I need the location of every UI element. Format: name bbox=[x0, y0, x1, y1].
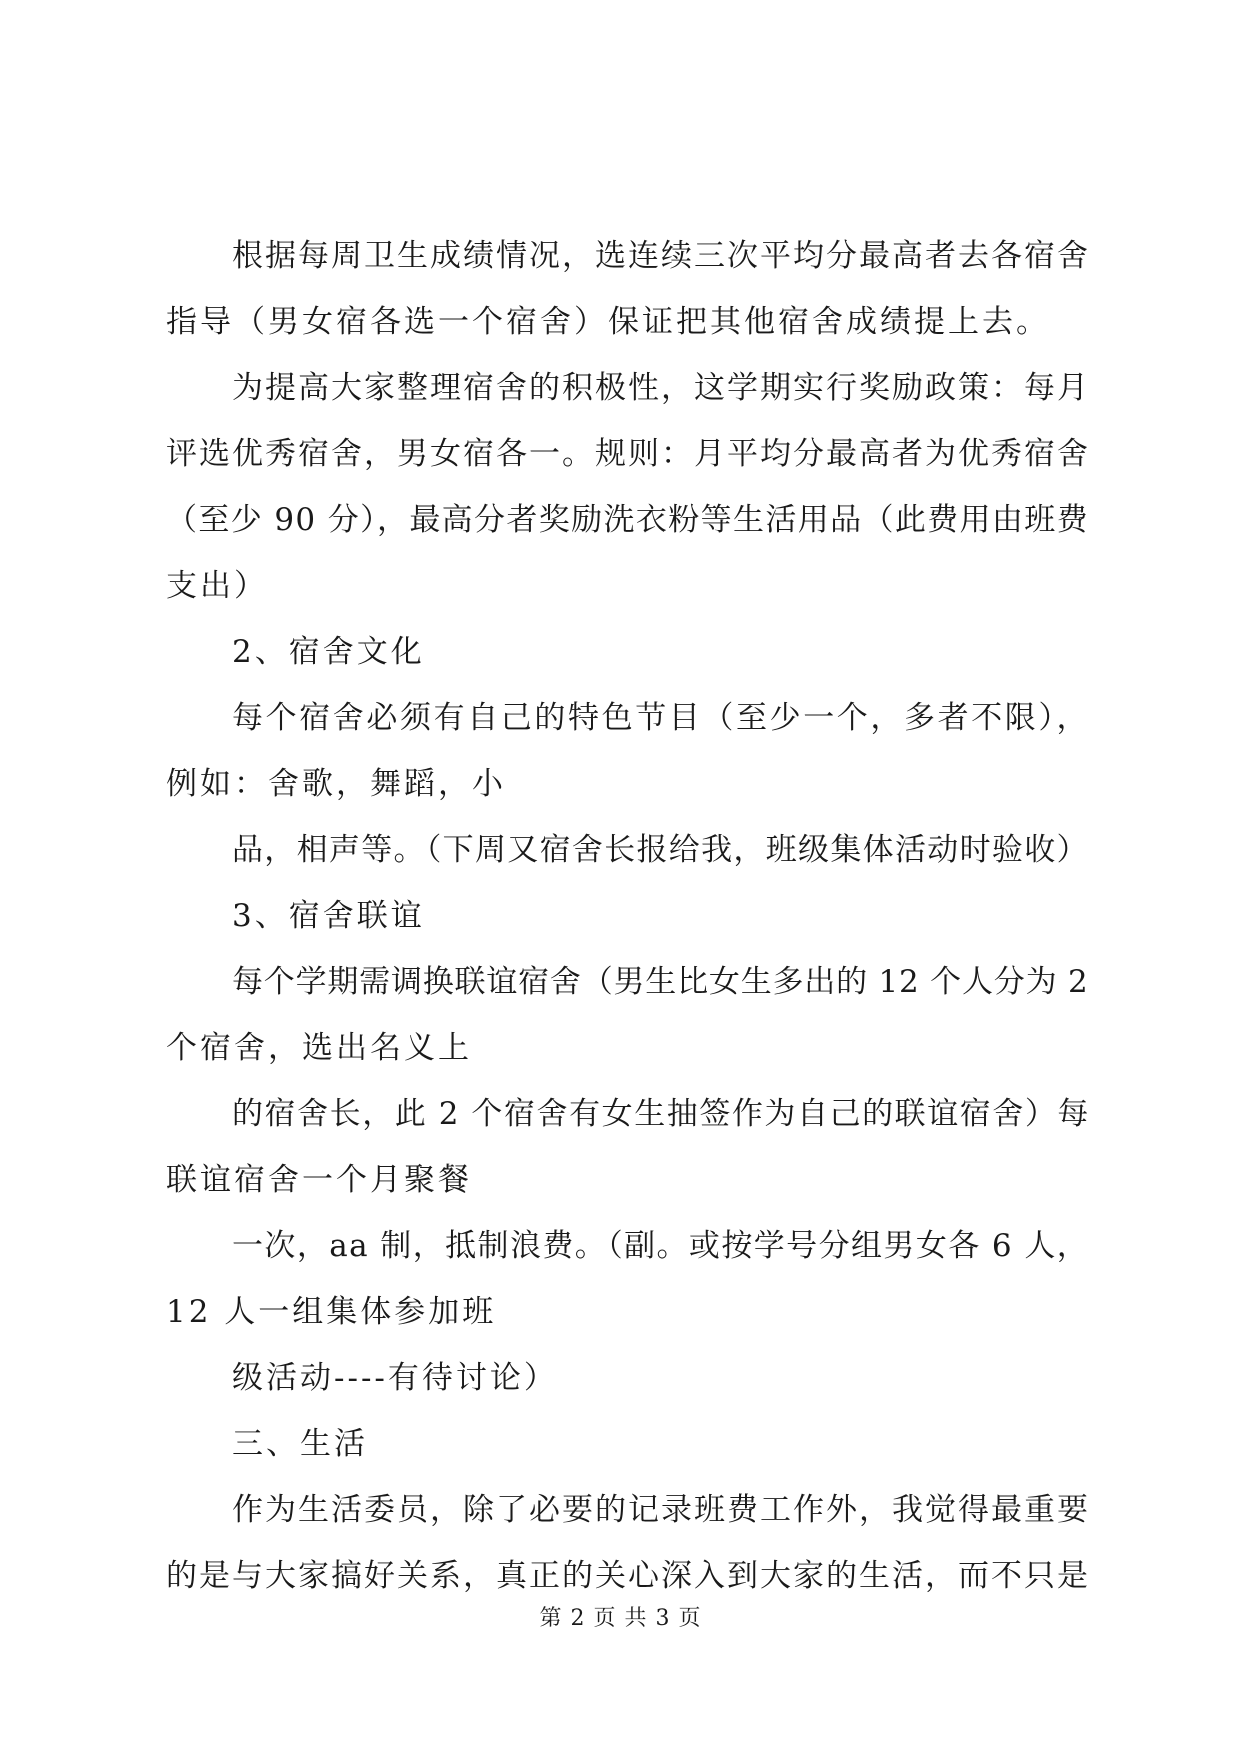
text-line: 每个学期需调换联谊宿舍（男生比女生多出的 12 个人分为 2 bbox=[232, 964, 1089, 1000]
text-line: 的宿舍长，此 2 个宿舍有女生抽签作为自己的联谊宿舍）每 bbox=[232, 1096, 1090, 1132]
text-line: 每个宿舍必须有自己的特色节目（至少一个，多者不限）， bbox=[232, 700, 1091, 736]
page-number-footer: 第 2 页 共 3 页 bbox=[539, 1606, 702, 1631]
text-line: 支出） bbox=[166, 568, 268, 604]
text-line: （至少 90 分），最高分者奖励洗衣粉等生活用品（此费用由班费 bbox=[166, 502, 1090, 538]
text-line: 级活动----有待讨论） bbox=[232, 1360, 558, 1396]
text-line: 联谊宿舍一个月聚餐 bbox=[166, 1162, 472, 1198]
text-line: 评选优秀宿舍，男女宿各一。规则：月平均分最高者为优秀宿舍 bbox=[166, 436, 1090, 472]
text-line: 品，相声等。（下周又宿舍长报给我，班级集体活动时验收） bbox=[232, 832, 1089, 868]
text-line: 根据每周卫生成绩情况，选连续三次平均分最高者去各宿舍 bbox=[232, 238, 1090, 274]
text-line: 的是与大家搞好关系，真正的关心深入到大家的生活，而不只是 bbox=[166, 1558, 1090, 1594]
section-heading: 三、生活 bbox=[232, 1426, 368, 1462]
text-line: 一次，aa 制，抵制浪费。（副。或按学号分组男女各 6 人， bbox=[232, 1228, 1090, 1264]
section-heading: 2、宿舍文化 bbox=[232, 634, 425, 670]
text-line: 指导（男女宿各选一个宿舍）保证把其他宿舍成绩提上去。 bbox=[166, 304, 1050, 340]
text-line: 为提高大家整理宿舍的积极性，这学期实行奖励政策：每月 bbox=[232, 370, 1090, 406]
text-line: 个宿舍，选出名义上 bbox=[166, 1030, 472, 1066]
text-line: 作为生活委员，除了必要的记录班费工作外，我觉得最重要 bbox=[232, 1492, 1090, 1528]
text-line: 例如：舍歌，舞蹈，小 bbox=[166, 766, 506, 802]
text-line: 12 人一组集体参加班 bbox=[166, 1294, 497, 1330]
section-heading: 3、宿舍联谊 bbox=[232, 898, 425, 934]
